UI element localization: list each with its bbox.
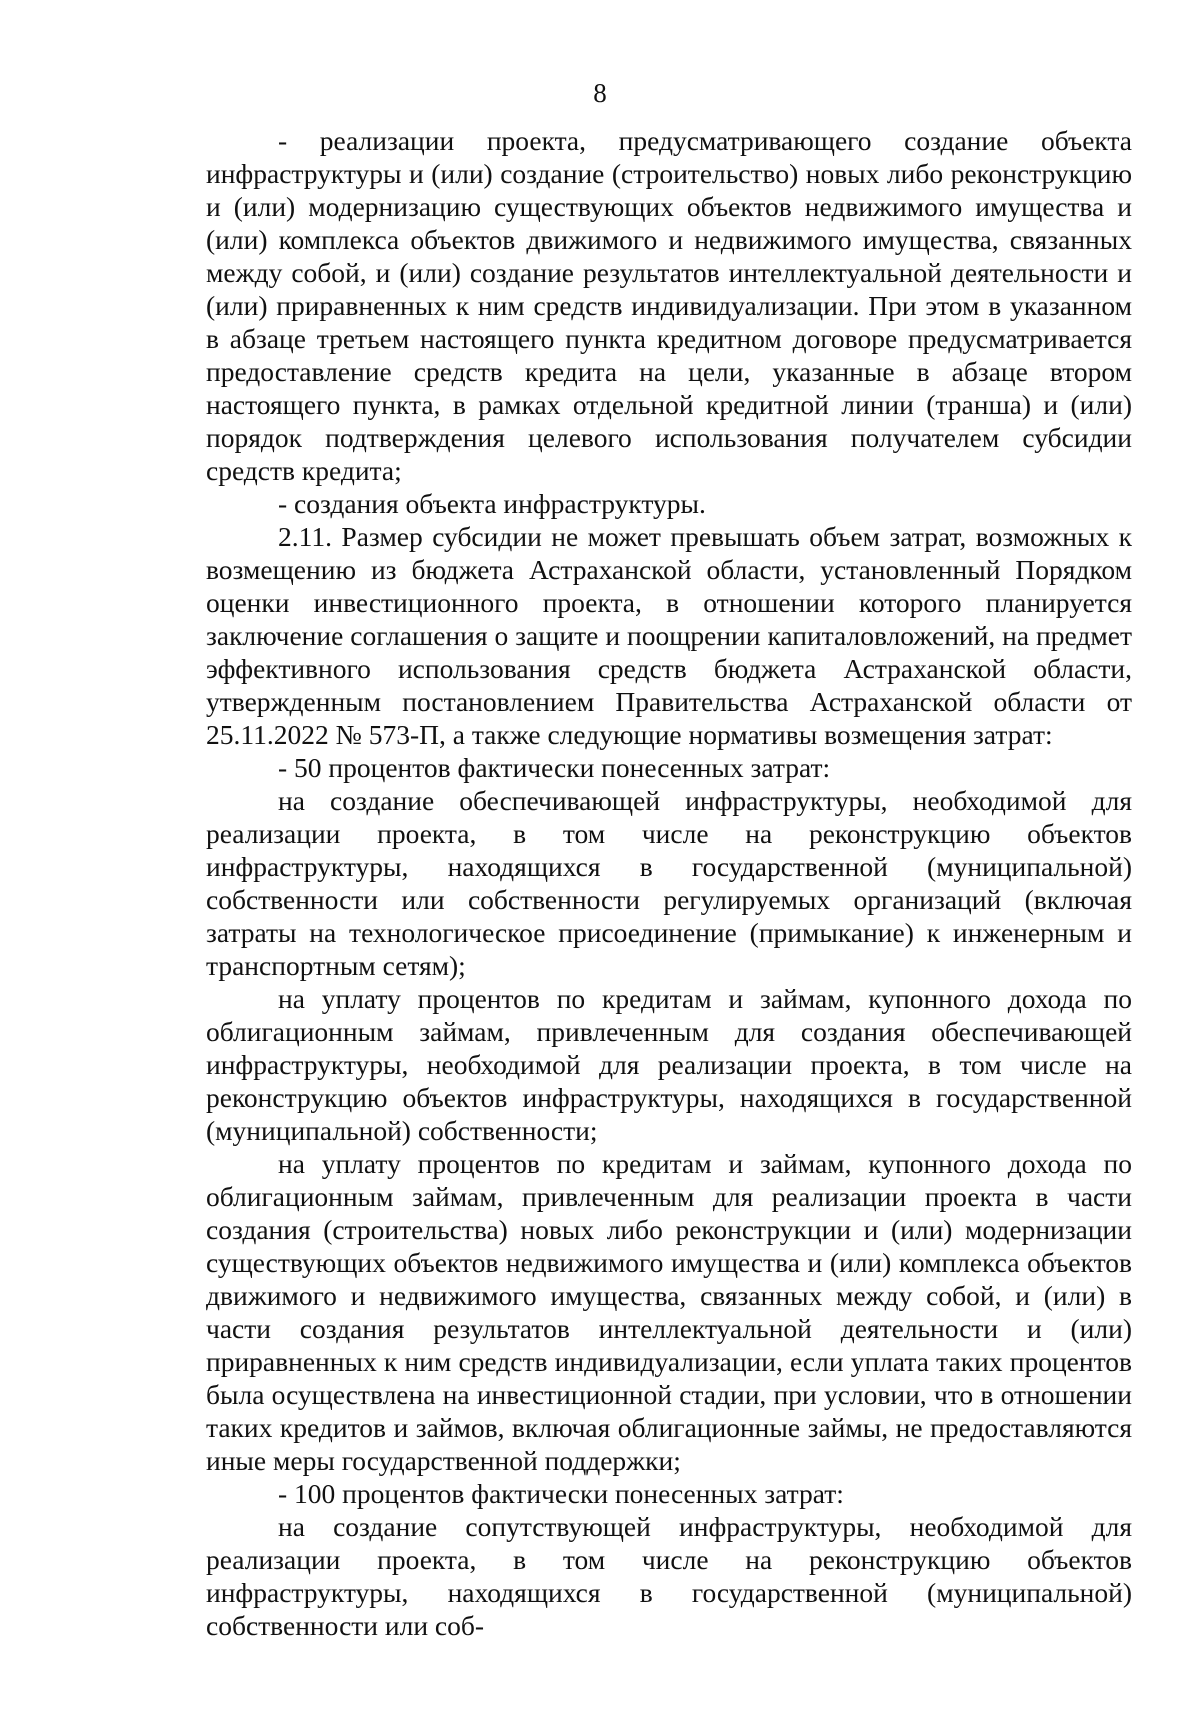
paragraph-infrastructure-creation: - создания объекта инфраструктуры.: [278, 488, 706, 519]
paragraph-interest-project: на уплату процентов по кредитам и займам, купонного дохода по облигационным займам, привлеченным для реализации проекта в части создания (строительства) новых либо реконструкции и (или) модернизации существующих объектов недвижимого имущества и (или) комплекса объектов движимого и недвижимого имущества, связанных между собой, и (или) в части создания результатов интеллектуальной деятельности и (или) приравненных к ним средств индивидуализации, если уплата таких процентов была осуществлена на инвестиционной стадии, при условии, что в отношении таких кредитов и займов, включая облигационные займы, не предоставляются иные меры государственной поддержки;: [206, 1148, 1132, 1476]
paragraph-supporting-infrastructure: на создание обеспечивающей инфраструктуры, необходимой для реализации проекта, в том числе на реконструкцию объектов инфраструктуры, находящихся в государственной (муниципальной) собственности или собственности регулируемых организаций (включая затраты на технологическое присоединение (примыкание) к инженерным и транспортным сетям);: [206, 785, 1132, 981]
document-body: [206, 124, 1132, 1642]
paragraph-project-implementation: - реализации проекта, предусматривающего создание объекта инфраструктуры и (или) создание (строительство) новых либо реконструкцию и (или) модернизацию существующих объектов недвижимого имущества и (или) комплекса объектов движимого и недвижимого имущества, связанных между собой, и (или) создание результатов интеллектуальной деятельности и (или) приравненных к ним средств индивидуализации. При этом в указанном в абзаце третьем настоящего пункта кредитном договоре предусматривается предоставление средств кредита на цели, указанные в абзаце втором настоящего пункта, в рамках отдельной кредитной линии (транша) и (или) порядок подтверждения целевого использования получателем субсидии средств кредита;: [206, 125, 1132, 486]
paragraph-2-11-subsidy-size: 2.11. Размер субсидии не может превышать объем затрат, возможных к возмещению из бюджета Астраханской области, установленный Порядком оценки инвестиционного проекта, в отношении которого планируется заключение соглашения о защите и поощрении капиталовложений, на предмет эффективного использования средств бюджета Астраханской области, утвержденным постановлением Правительства Астраханской области от 25.11.2022 № 573-П, а также следующие нормативы возмещения затрат:: [206, 521, 1132, 750]
page-number: 8: [593, 78, 607, 108]
paragraph-50-percent: - 50 процентов фактически понесенных затрат:: [278, 752, 831, 783]
paragraph-accompanying-infrastructure: на создание сопутствующей инфраструктуры, необходимой для реализации проекта, в том числе на реконструкцию объектов инфраструктуры, находящихся в государственной (муниципальной) собственности или соб-: [206, 1511, 1132, 1641]
paragraph-interest-infrastructure: на уплату процентов по кредитам и займам, купонного дохода по облигационным займам, привлеченным для создания обеспечивающей инфраструктуры, необходимой для реализации проекта, в том числе на реконструкцию объектов инфраструктуры, находящихся в государственной (муниципальной) собственности;: [206, 983, 1132, 1146]
paragraph-100-percent: - 100 процентов фактически понесенных затрат:: [278, 1478, 844, 1509]
